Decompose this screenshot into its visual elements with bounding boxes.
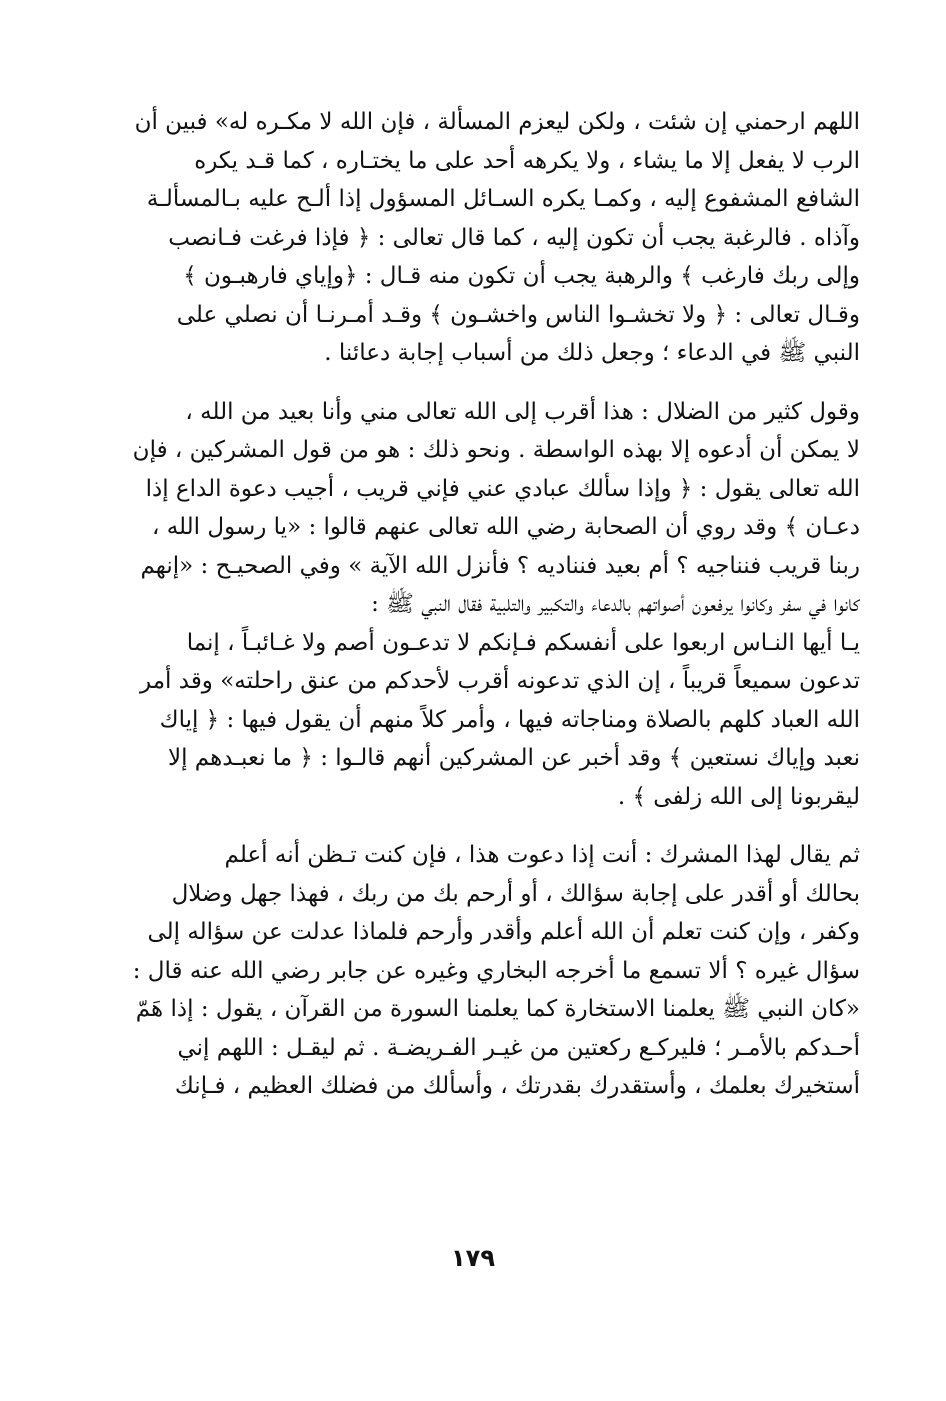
text-line: كانوا في سفر وكانوا يرفعون أصواتهم بالدعاء والتكبير والتلبية فقال النبي ﷺ : [371,591,860,617]
text-line: دعـان ﴾ وقد روي أن الصحابة رضي الله تعالى عنهم قالوا : «يا رسول الله ، [151,514,860,540]
text-line: وقـال تعالى : ﴿ ولا تخشـوا الناس واخشـون ﴾ وقـد أمـرنـا أن نصلي على [176,301,860,328]
text-line: الرب لا يفعل إلا ما يشاء ، ولا يكرهه أحد على ما يختـاره ، كما قـد يكره [194,147,860,174]
text-line: الله تعالى يقول : ﴿ وإذا سألك عبادي عني فإني قريب ، أجيب دعوة الداع إذا [145,475,860,502]
text-line: الشافع المشفوع إليه ، وكمـا يكره السـائل المسؤول إذا ألـح عليه بـالمسألـة [146,186,860,212]
text-line: الله العباد كلهم بالصلاة ومناجاته فيها ، وأمر كلاً منهم أن يقول فيها : ﴿ إياك [159,706,860,733]
text-line: ربنا قريب فنناجيه ؟ أم بعيد فنناديه ؟ فأنزل الله الآية » وفي الصحيـح : «إنهم [140,552,860,579]
text-line: وكفر ، وإن كنت تعلم أن الله أعلم وأقدر وأرحم فلماذا عدلت عن سؤاله إلى [147,919,860,945]
text-line: لا يمكن أن أدعوه إلا بهذه الواسطة . ونحو ذلك : هو من قول المشركين ، فإن [132,437,860,463]
text-line: أستخيرك بعلمك ، وأستقدرك بقدرتك ، وأسألك من فضلك العظيم ، فـإنك [174,1073,860,1099]
text-line: أحـدكم بالأمـر ؛ فليركـع ركعتين من غيـر الفـريضـة . ثم ليقـل : اللهم إني [177,1034,860,1061]
text-line: بحالك أو أقدر على إجابة سؤالك ، أو أرحم بك من ربك ، فهذا جهل وضلال [171,880,860,907]
text-line: سؤال غيره ؟ ألا تسمع ما أخرجه البخاري وغيره عن جابر رضي الله عنه قال : [132,957,860,984]
page-body [130,103,860,1106]
paragraph-3 [130,836,860,1106]
text-line: وإلى ربك فارغب ﴾ والرهبة يجب أن تكون منه قـال : ﴿وإياي فارهبـون ﴾ [183,263,860,289]
text-line: ليقربونا إلى الله زلفى ﴾ . [617,783,860,810]
text-line: نعبد وإياك نستعين ﴾ وقد أخبر عن المشركين أنهم قالـوا : ﴿ ما نعبـدهم إلا [167,745,860,771]
text-line: وقول كثير من الضلال : هذا أقرب إلى الله تعالى مني وأنا بعيد من الله ، [185,398,860,425]
paragraph-1 [130,103,860,373]
text-line: ثم يقال لهذا المشرك : أنت إذا دعوت هذا ، فإن كنت تـظن أنه أعلم [224,842,860,868]
text-line: النبي ﷺ في الدعاء ؛ وجعل ذلك من أسباب إجابة دعائنا . [324,340,860,366]
text-line: «كان النبي ﷺ يعلمنا الاستخارة كما يعلمنا السورة من القرآن ، يقول : إذا هَمّ [135,996,860,1022]
text-line: اللهم ارحمني إن شئت ، ولكن ليعزم المسألة ، فإن الله لا مكـره له» فبين أن [134,109,860,135]
page-number: ١٧٩ [451,1244,495,1272]
text-line: يـا أيها النـاس اربعوا على أنفسكم فـإنكم لا تدعـون أصم ولا غـائبـاً ، إنما [186,629,860,656]
text-line: وآذاه . فالرغبة يجب أن تكون إليه ، كما قال تعالى : ﴿ فإذا فرغت فـانصب [168,224,860,251]
text-line: تدعون سميعاً قريباً ، إن الذي تدعونه أقرب لأحدكم من عنق راحلته» وقد أمر [140,668,860,694]
paragraph-2 [130,393,860,817]
